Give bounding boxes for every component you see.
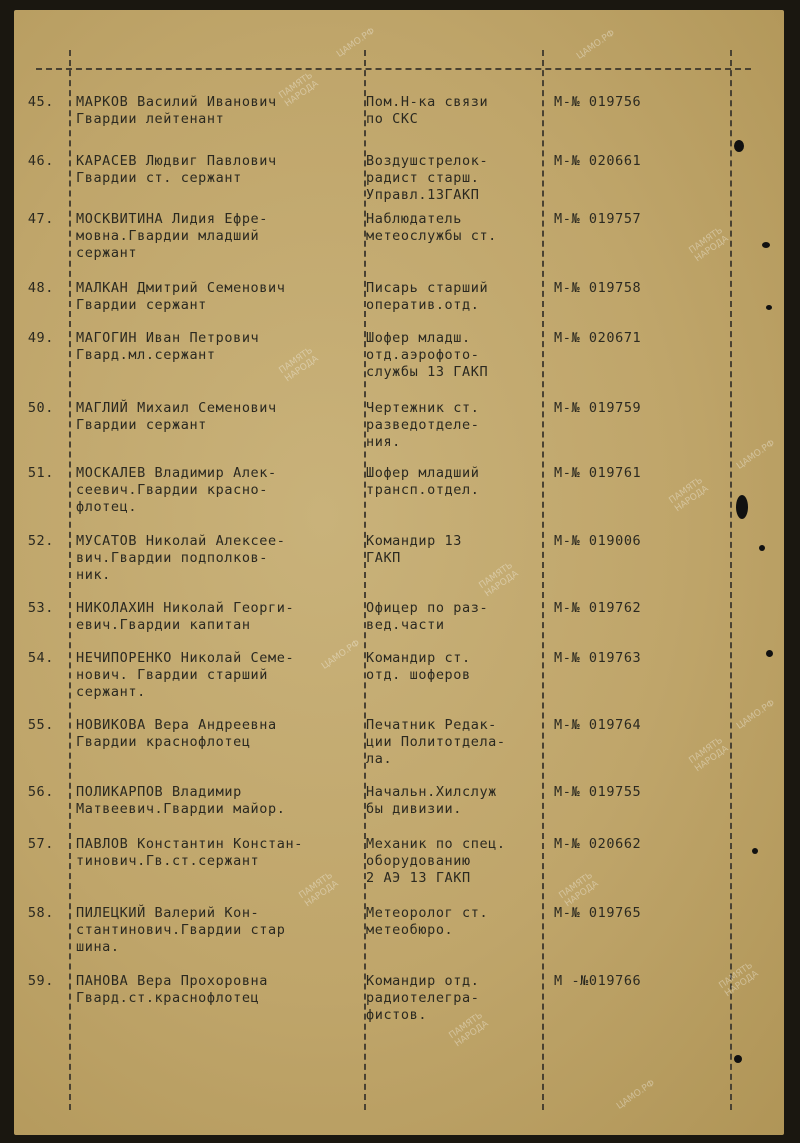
position-text: Механик по спец. оборудованию 2 АЭ 13 ГАКП	[366, 836, 506, 886]
watermark: ПАМЯТЬ НАРОДА	[667, 475, 711, 515]
person-name-rank: КАРАСЕВ Людвиг Павлович Гвардии ст. сержант	[76, 153, 277, 186]
watermark: ЦАМО.РФ	[335, 26, 377, 60]
person-name-rank: МОСКАЛЕВ Владимир Алек- сеевич.Гвардии красно- флотец.	[76, 465, 277, 515]
ink-blot	[734, 140, 744, 152]
medal-number: М-№ 019759	[554, 400, 642, 416]
row-number: 54.	[27, 650, 54, 666]
position-text: Командир отд. радиотелегра- фистов.	[366, 973, 480, 1023]
position-text: Пом.Н-ка связи по СКС	[366, 94, 489, 127]
ink-blot	[734, 1055, 742, 1063]
person-name-rank: МАГЛИЙ Михаил Семенович Гвардии сержант	[76, 400, 277, 433]
watermark: ЦАМО.РФ	[735, 438, 777, 472]
row-number: 49.	[27, 330, 54, 346]
medal-number: М-№ 019006	[554, 533, 642, 549]
position-text: Командир ст. отд. шоферов	[366, 650, 471, 683]
row-number: 56.	[27, 784, 54, 800]
row-number: 58.	[27, 905, 54, 921]
person-name-rank: МУСАТОВ Николай Алексее- вич.Гвардии подполков- ник.	[76, 533, 286, 583]
watermark: ПАМЯТЬ НАРОДА	[687, 225, 731, 265]
header-rule	[36, 68, 751, 70]
person-name-rank: ПОЛИКАРПОВ Владимир Матвеевич.Гвардии майор.	[76, 784, 286, 817]
medal-number: М -№019766	[554, 973, 642, 989]
ink-blot	[766, 650, 773, 657]
row-number: 55.	[27, 717, 54, 733]
position-text: Начальн.Хилслуж бы дивизии.	[366, 784, 497, 817]
position-text: Наблюдатель метеослужбы ст.	[366, 211, 497, 244]
position-text: Воздушстрелок- радист старш. Управл.13ГАКП	[366, 153, 489, 203]
row-number: 51.	[27, 465, 54, 481]
medal-number: М-№ 019762	[554, 600, 642, 616]
position-text: Печатник Редак- ции Политотдела- ла.	[366, 717, 506, 767]
position-text: Чертежник ст. разведотделе- ния.	[366, 400, 480, 450]
ink-blot	[752, 848, 758, 854]
person-name-rank: МОСКВИТИНА Лидия Ефре- мовна.Гвардии младший сержант	[76, 211, 269, 261]
watermark: ПАМЯТЬ НАРОДА	[477, 560, 521, 600]
column-divider-medal	[730, 50, 732, 1110]
position-text: Писарь старший оператив.отд.	[366, 280, 489, 313]
row-number: 45.	[27, 94, 54, 110]
person-name-rank: НОВИКОВА Вера Андреевна Гвардии краснофлотец	[76, 717, 277, 750]
medal-number: М-№ 020661	[554, 153, 642, 169]
medal-number: М-№ 019756	[554, 94, 642, 110]
person-name-rank: ПАВЛОВ Константин Констан- тинович.Гв.ст.сержант	[76, 836, 303, 869]
watermark: ЦАМО.РФ	[320, 638, 362, 672]
watermark: ПАМЯТЬ НАРОДА	[297, 870, 341, 910]
row-number: 52.	[27, 533, 54, 549]
row-number: 46.	[27, 153, 54, 169]
watermark: ПАМЯТЬ НАРОДА	[447, 1010, 491, 1050]
column-divider-number	[69, 50, 71, 1110]
watermark: ЦАМО.РФ	[615, 1078, 657, 1112]
medal-number: М-№ 019755	[554, 784, 642, 800]
person-name-rank: МАРКОВ Василий Иванович Гвардии лейтенант	[76, 94, 277, 127]
medal-number: М-№ 020671	[554, 330, 642, 346]
person-name-rank: НЕЧИПОРЕНКО Николай Семе- нович. Гвардии старший сержант.	[76, 650, 295, 700]
person-name-rank: МАЛКАН Дмитрий Семенович Гвардии сержант	[76, 280, 286, 313]
row-number: 50.	[27, 400, 54, 416]
medal-number: М-№ 019758	[554, 280, 642, 296]
person-name-rank: ПАНОВА Вера Прохоровна Гвард.ст.краснофлотец	[76, 973, 269, 1006]
medal-number: М-№ 019761	[554, 465, 642, 481]
medal-number: М-№ 020662	[554, 836, 642, 852]
watermark: ПАМЯТЬ НАРОДА	[277, 70, 321, 110]
medal-number: М-№ 019764	[554, 717, 642, 733]
watermark: ЦАМО.РФ	[735, 698, 777, 732]
person-name-rank: МАГОГИН Иван Петрович Гвард.мл.сержант	[76, 330, 260, 363]
watermark: ЦАМО.РФ	[575, 28, 617, 62]
row-number: 57.	[27, 836, 54, 852]
watermark: ПАМЯТЬ НАРОДА	[687, 735, 731, 775]
row-number: 48.	[27, 280, 54, 296]
row-number: 53.	[27, 600, 54, 616]
person-name-rank: ПИЛЕЦКИЙ Валерий Кон- стантинович.Гвардии стар шина.	[76, 905, 286, 955]
ink-blot	[736, 495, 748, 519]
position-text: Офицер по раз- вед.части	[366, 600, 489, 633]
position-text: Шофер младший трансп.отдел.	[366, 465, 480, 498]
ink-blot	[762, 242, 770, 248]
ink-blot	[766, 305, 772, 310]
watermark: ПАМЯТЬ НАРОДА	[557, 870, 601, 910]
medal-number: М-№ 019765	[554, 905, 642, 921]
medal-number: М-№ 019757	[554, 211, 642, 227]
ink-blot	[759, 545, 765, 551]
column-divider-position	[542, 50, 544, 1110]
person-name-rank: НИКОЛАХИН Николай Георги- евич.Гвардии капитан	[76, 600, 295, 633]
row-number: 59.	[27, 973, 54, 989]
watermark: ПАМЯТЬ НАРОДА	[717, 960, 761, 1000]
document-page	[14, 10, 784, 1135]
position-text: Шофер младш. отд.аэрофото- службы 13 ГАКП	[366, 330, 489, 380]
position-text: Метеоролог ст. метеобюро.	[366, 905, 489, 938]
column-divider-name	[364, 50, 366, 1110]
medal-number: М-№ 019763	[554, 650, 642, 666]
watermark: ПАМЯТЬ НАРОДА	[277, 345, 321, 385]
row-number: 47.	[27, 211, 54, 227]
position-text: Командир 13 ГАКП	[366, 533, 463, 566]
